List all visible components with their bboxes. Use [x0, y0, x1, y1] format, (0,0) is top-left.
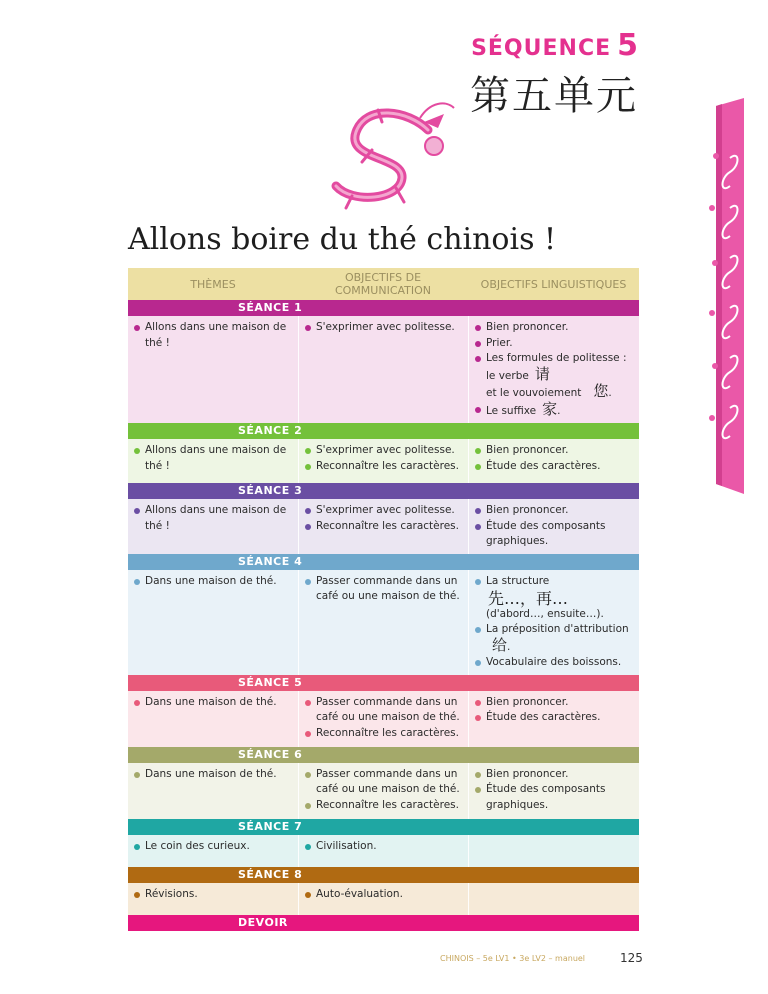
list-item — [305, 519, 464, 535]
cell-communication — [298, 883, 468, 915]
cell-linguistics — [468, 316, 639, 423]
table-header — [128, 268, 639, 300]
verb-text: le verbe — [486, 369, 529, 382]
list-item — [134, 443, 294, 474]
list-item-text: Passer commande dans un café ou une maison de thé. — [316, 695, 460, 723]
cell-themes — [128, 499, 298, 554]
cell-communication — [298, 570, 468, 675]
list-item — [475, 574, 635, 623]
seance-label: SÉANCE 5 — [238, 675, 303, 689]
table-row — [128, 570, 639, 675]
list-item — [305, 574, 464, 605]
table-row — [128, 499, 639, 554]
seance-label: SÉANCE 4 — [238, 554, 303, 568]
list-item — [305, 443, 464, 459]
list-item — [305, 839, 464, 855]
list-item-text: Étude des caractères. — [486, 711, 601, 723]
table-row — [128, 883, 639, 915]
list-item-text: S'exprimer avec politesse. — [316, 321, 455, 333]
list-item — [475, 655, 635, 671]
cell-themes — [128, 691, 298, 747]
cell-linguistics — [468, 499, 639, 554]
seance-band — [128, 867, 639, 883]
verb-line — [486, 364, 635, 385]
list-item — [134, 767, 294, 783]
cell-linguistics — [468, 835, 639, 867]
list-item-text: Bien prononcer. — [486, 767, 569, 780]
dragon-icon — [312, 92, 462, 222]
list-item-text: S'exprimer avec politesse. — [316, 504, 455, 516]
table-row — [128, 691, 639, 747]
decorative-ribbon-icon — [706, 98, 750, 498]
seance-band — [128, 300, 639, 316]
list-item-text: Reconnaître les caractères. — [316, 798, 459, 811]
page-title: Allons boire du thé chinois ! — [128, 222, 557, 257]
list-item-text: Vocabulaire des boissons. — [486, 656, 622, 668]
list-item — [305, 459, 464, 475]
list-item-text: Bien prononcer. — [486, 444, 569, 456]
list-item-text: Civilisation. — [316, 839, 377, 852]
list-item — [305, 767, 464, 798]
cell-themes — [128, 835, 298, 867]
list-item-text: Étude des composants graphiques. — [486, 519, 606, 547]
list-item-text: Bien prononcer. — [486, 504, 569, 516]
chinese-structure: 先…，再… — [488, 589, 569, 608]
list-item — [475, 695, 635, 711]
seance-band — [128, 554, 639, 570]
devoir-band — [128, 915, 639, 931]
list-item-text: Le suffixe — [486, 404, 537, 417]
list-item — [305, 726, 464, 742]
seance-label: SÉANCE 3 — [238, 484, 303, 497]
cell-linguistics — [468, 763, 639, 819]
chinese-title: 第五单元 — [470, 73, 638, 119]
cell-communication — [298, 763, 468, 819]
list-item — [305, 887, 464, 903]
list-item-text: La préposition d'attribution — [486, 623, 629, 635]
chinese-character: 您 — [593, 382, 609, 400]
header-themes: THÈMES — [190, 277, 236, 291]
list-item: La préposition d'attribution给. — [475, 622, 635, 655]
seance-band — [128, 423, 639, 439]
list-item-text: Les formules de politesse : — [486, 352, 627, 364]
list-item-text: Étude des composants graphiques. — [486, 783, 606, 811]
chinese-character: 给 — [492, 635, 508, 654]
list-item-text: Prier. — [486, 336, 513, 349]
list-item-text: Dans une maison de thé. — [145, 695, 277, 708]
header-linguistics: OBJECTIFS LINGUISTIQUES — [480, 277, 627, 291]
list-item-text: Révisions. — [145, 887, 198, 900]
list-item — [305, 503, 464, 519]
chinese-character: 请 — [534, 364, 550, 383]
list-item — [134, 695, 294, 711]
list-item-text: Bien prononcer. — [486, 321, 569, 333]
list-item — [134, 839, 294, 855]
list-item-text: Reconnaître les caractères. — [316, 519, 459, 532]
list-item — [305, 320, 464, 336]
seance-band — [128, 483, 639, 499]
cell-communication — [298, 835, 468, 867]
cell-themes — [128, 883, 298, 915]
list-item-text: S'exprimer avec politesse. — [316, 444, 455, 456]
table-row — [128, 316, 639, 423]
list-item-text: Allons dans une maison de thé ! — [145, 321, 287, 349]
cell-themes — [128, 439, 298, 483]
structure-note: (d'abord…, ensuite…). — [486, 607, 604, 620]
cell-communication — [298, 691, 468, 747]
cell-linguistics — [468, 570, 639, 675]
vouvoiement-line: et le vouvoiement 您. — [486, 382, 612, 400]
list-item-text: Bien prononcer. — [486, 695, 569, 708]
seance-label: SÉANCE 8 — [238, 867, 303, 881]
list-item-text: Étude des caractères. — [486, 459, 601, 472]
sequence-heading — [471, 28, 638, 63]
list-item-text: Allons dans une maison de thé ! — [145, 504, 287, 532]
table-row — [128, 835, 639, 867]
page-number: 125 — [620, 951, 643, 965]
list-item — [134, 320, 294, 351]
list-item — [475, 710, 635, 726]
list-item-text: Allons dans une maison de thé ! — [145, 444, 287, 472]
list-item-text: Passer commande dans un café ou une maison de thé. — [316, 767, 460, 795]
seance-band — [128, 819, 639, 835]
seance-label: SÉANCE 1 — [238, 301, 303, 314]
seance-label: SÉANCE 6 — [238, 747, 303, 761]
list-item — [475, 767, 635, 783]
list-item — [475, 320, 635, 336]
list-item — [475, 782, 635, 813]
seance-band — [128, 675, 639, 691]
cell-linguistics — [468, 691, 639, 747]
list-item: Le suffixe 家. — [475, 402, 635, 420]
list-item — [475, 519, 635, 550]
seance-label: SÉANCE 2 — [238, 424, 303, 437]
cell-communication — [298, 499, 468, 554]
cell-themes — [128, 316, 298, 423]
seance-band — [128, 747, 639, 763]
list-item-text: La structure — [486, 574, 550, 587]
vouvoiement-text: et le vouvoiement — [486, 387, 582, 399]
list-item — [475, 443, 635, 459]
list-item — [475, 351, 635, 402]
list-item-text: Auto-évaluation. — [316, 887, 403, 900]
sequence-table — [128, 268, 639, 931]
list-item — [305, 695, 464, 726]
cell-themes — [128, 570, 298, 675]
table-row — [128, 439, 639, 483]
cell-themes — [128, 763, 298, 819]
cell-communication — [298, 316, 468, 423]
header-communication: OBJECTIFS DE COMMUNICATION — [334, 271, 432, 297]
list-item-text: Reconnaître les caractères. — [316, 459, 459, 472]
chinese-character: 家 — [542, 399, 558, 418]
devoir-label: DEVOIR — [238, 915, 288, 929]
list-item — [134, 574, 294, 590]
cell-communication — [298, 439, 468, 483]
list-item — [475, 503, 635, 519]
list-item-text: Dans une maison de thé. — [145, 767, 277, 780]
table-row — [128, 763, 639, 819]
cell-linguistics — [468, 883, 639, 915]
list-item-text: Reconnaître les caractères. — [316, 726, 459, 739]
sequence-word: SÉQUENCE — [471, 36, 612, 61]
list-item — [305, 798, 464, 814]
footer-text: CHINOIS – 5e LV1 • 3e LV2 – manuel — [440, 954, 586, 963]
sequence-number: 5 — [617, 28, 638, 63]
list-item-text: Passer commande dans un café ou une maison de thé. — [316, 574, 460, 602]
list-item-text: Dans une maison de thé. — [145, 574, 277, 587]
list-item — [134, 503, 294, 534]
seance-label: SÉANCE 7 — [238, 819, 303, 833]
list-item — [475, 336, 635, 352]
list-item — [134, 887, 294, 903]
list-item-text: Le coin des curieux. — [145, 839, 250, 852]
list-item — [475, 459, 635, 475]
cell-linguistics — [468, 439, 639, 483]
